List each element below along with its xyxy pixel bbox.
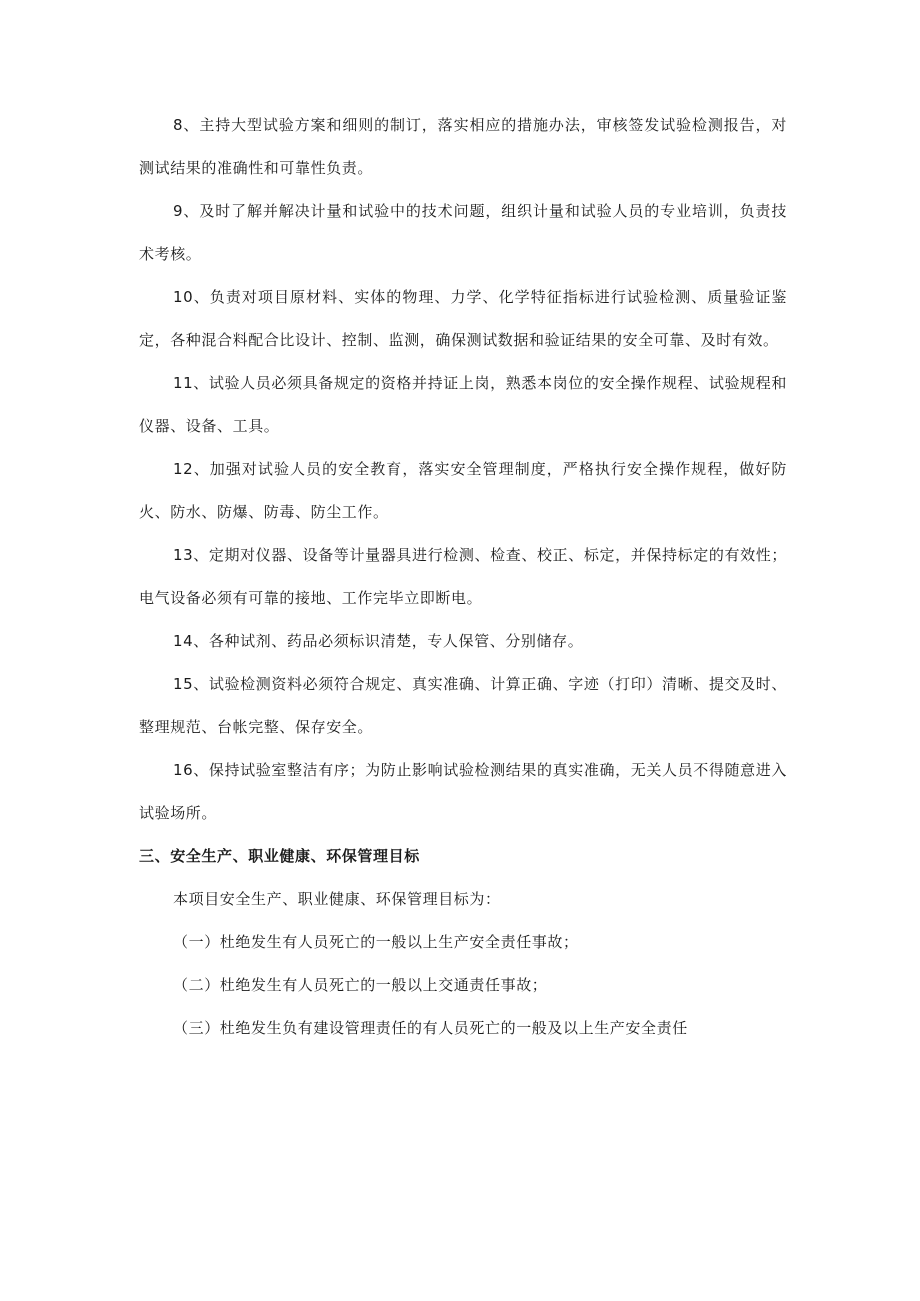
goals-intro: 本项目安全生产、职业健康、环保管理目标为：	[173, 890, 501, 908]
clause-11: 11、试验人员必须具备规定的资格并持证上岗，熟悉本岗位的安全操作规程、试验规程和仪器、设备、工具。	[139, 374, 787, 435]
goal-1: （一）杜绝发生有人员死亡的一般以上生产安全责任事故；	[173, 933, 579, 951]
clause-16: 16、保持试验室整洁有序；为防止影响试验检测结果的真实准确，无关人员不得随意进入试验场所。	[139, 761, 787, 822]
goal-2: （二）杜绝发生有人员死亡的一般以上交通责任事故；	[173, 976, 548, 994]
clause-13: 13、定期对仪器、设备等计量器具进行检测、检查、校正、标定，并保持标定的有效性；电气设备必须有可靠的接地、工作完毕立即断电。	[139, 546, 787, 607]
clause-8: 8、主持大型试验方案和细则的制订，落实相应的措施办法，审核签发试验检测报告，对测试结果的准确性和可靠性负责。	[139, 116, 787, 177]
document-body	[139, 104, 787, 1050]
goal-3: （三）杜绝发生负有建设管理责任的有人员死亡的一般及以上生产安全责任	[173, 1019, 688, 1037]
clause-10: 10、负责对项目原材料、实体的物理、力学、化学特征指标进行试验检测、质量验证鉴定，各种混合料配合比设计、控制、监测，确保测试数据和验证结果的安全可靠、及时有效。	[139, 288, 787, 349]
clause-12: 12、加强对试验人员的安全教育，落实安全管理制度，严格执行安全操作规程，做好防火、防水、防爆、防毒、防尘工作。	[139, 460, 787, 521]
clause-14: 14、各种试剂、药品必须标识清楚，专人保管、分别储存。	[173, 632, 584, 650]
clause-9: 9、及时了解并解决计量和试验中的技术问题，组织计量和试验人员的专业培训，负责技术考核。	[139, 202, 787, 263]
section-heading: 三、安全生产、职业健康、环保管理目标	[139, 847, 420, 865]
clause-15: 15、试验检测资料必须符合规定、真实准确、计算正确、字迹（打印）清晰、提交及时、整理规范、台帐完整、保存安全。	[139, 675, 787, 736]
